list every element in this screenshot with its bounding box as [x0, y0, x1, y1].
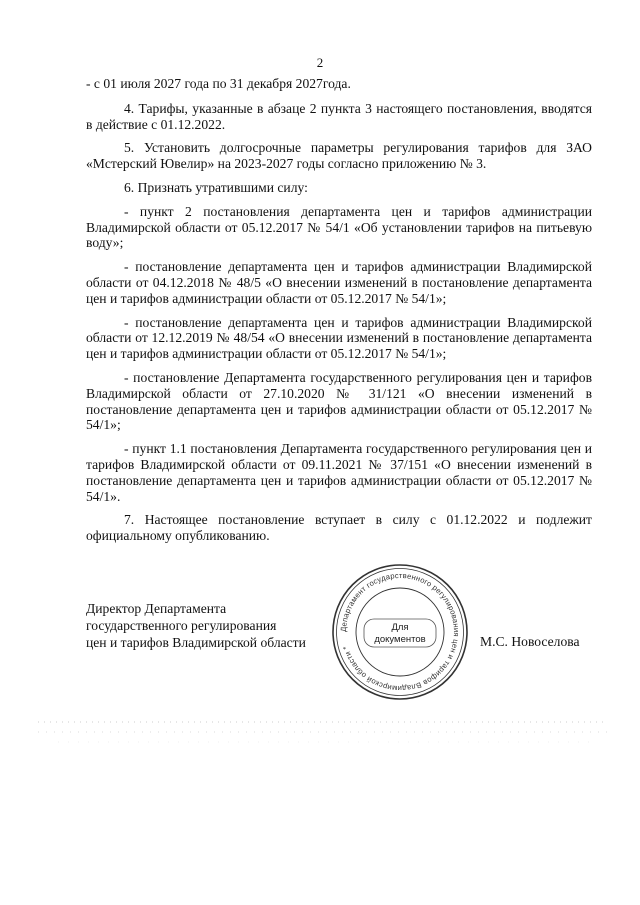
repealed-item-3: - постановление департамента цен и тарифов администрации Владимирской области от 12.12.2019 № 48/54 «О внесении изменений в постановление департамента цен и тарифов администрации области от 05.12.2017 № 54/1»;: [86, 314, 592, 362]
page-number: 2: [316, 55, 324, 70]
scan-noise-line: [38, 718, 608, 748]
paragraph-period: - с 01 июля 2027 года по 31 декабря 2027года.: [86, 76, 351, 91]
stamp-ring-text: Департамент государственного регулирования цен и тарифов Владимирской области *: [338, 570, 462, 694]
signatory-name: М.С. Новоселова: [480, 634, 580, 649]
paragraph-4: 4. Тарифы, указанные в абзаце 2 пункта 3 настоящего постановления, вводятся в действие с 01.12.2022.: [86, 100, 592, 132]
repealed-item-1: - пункт 2 постановления департамента цен и тарифов администрации Владимирской области от 05.12.2017 № 54/1 «Об установлении тарифов на питьевую воду»;: [86, 203, 592, 251]
signatory-title: [86, 600, 306, 651]
repealed-item-2: - постановление департамента цен и тарифов администрации Владимирской области от 04.12.2018 № 48/5 «О внесении изменений в постановление департамента цен и тарифов администрации области от 05.12.2017 № 54/1»;: [86, 259, 592, 306]
signatory-title-line: цен и тарифов Владимирской области: [86, 635, 306, 650]
official-stamp: [330, 562, 470, 702]
paragraph-6: 6. Признать утратившими силу:: [124, 179, 308, 195]
repealed-item-5: - пункт 1.1 постановления Департамента государственного регулирования цен и тарифов Владимирской области от 09.11.2021 № 37/151 «О внесении изменений в постановление департамента цен и тарифов администрации области от 05.12.2017 № 54/1».: [86, 441, 592, 504]
paragraph-5: 5. Установить долгосрочные параметры регулирования тарифов для ЗАО «Мстерский Ювелир» на 2023-2027 годы согласно приложению № 3.: [86, 140, 592, 172]
paragraph-7: 7. Настоящее постановление вступает в силу с 01.12.2022 и подлежит официальному опубликованию.: [86, 512, 592, 544]
document-body: [86, 76, 592, 552]
signatory-title-line: государственного регулирования: [86, 618, 277, 633]
repealed-item-4: - постановление Департамента государственного регулирования цен и тарифов Владимирской области от 27.10.2020 № 31/121 «О внесении изменений в постановление департамента цен и тарифов администрации области от 05.12.2017 № 54/1»;: [86, 369, 592, 433]
stamp-center-line: Для: [391, 622, 409, 633]
stamp-center-line: документов: [374, 634, 426, 645]
signatory-title-line: Директор Департамента: [86, 601, 227, 616]
